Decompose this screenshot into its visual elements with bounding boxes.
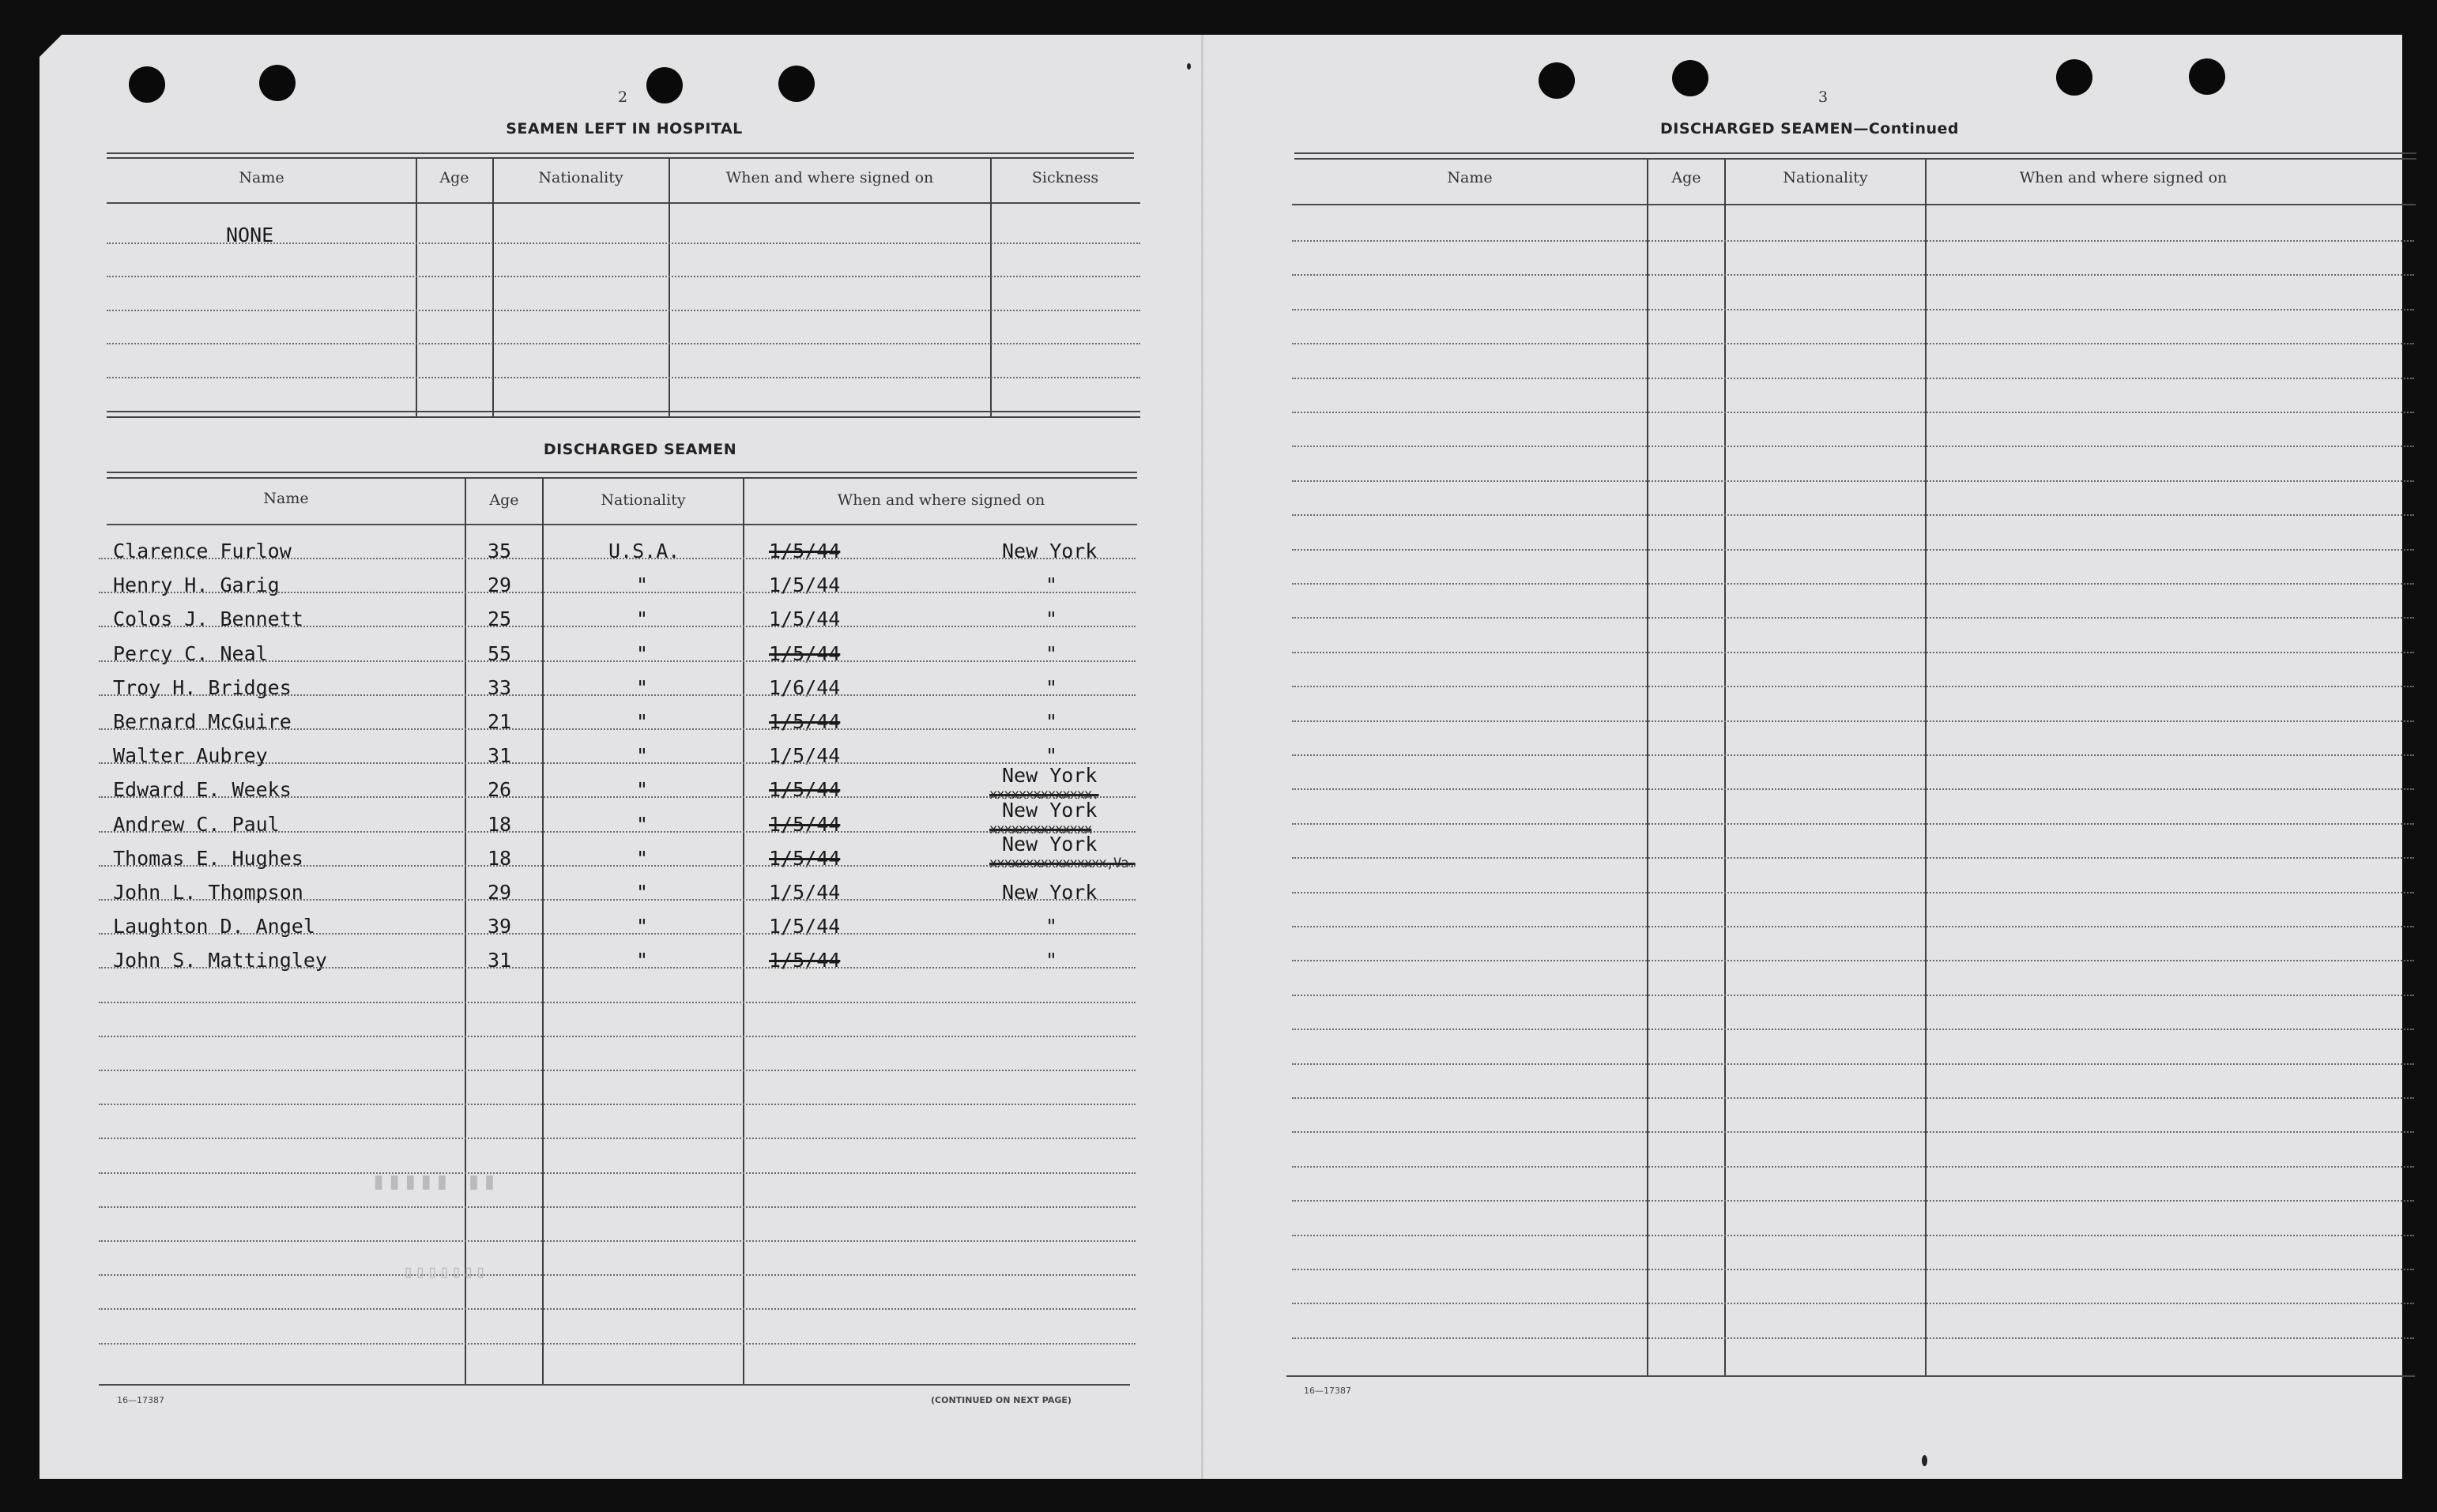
row-line [99,660,1136,662]
discharged-col-name: Name [263,490,309,507]
seaman-name: Edward E. Weeks [113,778,292,801]
signed-on-date: 1/5/44 [769,744,841,767]
seaman-name: Thomas E. Hughes [113,847,303,870]
row-line [107,276,1140,277]
seaman-age: 25 [488,607,512,630]
column-divider [743,478,744,1385]
signed-on-date: 1/6/44 [769,676,841,699]
row-line [1292,480,2414,482]
left-page [0,0,1201,1512]
continued-title-suffix: —Continued [1853,120,1959,137]
rule [1286,1375,2415,1377]
signed-on-date: 1/5/44 [769,574,841,596]
seaman-age: 39 [488,915,512,938]
row-line [1292,1269,2414,1270]
row-line [1292,1235,2414,1236]
seaman-name: Colos J. Bennett [113,607,303,630]
form-id: 16—17387 [1304,1386,1351,1396]
struck-out-place: xxxxxxxxxxxxxx. [989,787,1099,803]
row-line [99,694,1136,696]
row-line [1292,514,2414,516]
row-line [107,243,1140,244]
signed-on-place: New York [1002,799,1098,822]
seaman-name: Clarence Furlow [113,540,292,562]
faint-stamp: ▯▯▯▯▯▯▯ [403,1262,488,1282]
rule [1292,204,2416,205]
seaman-age: 26 [488,778,512,801]
seaman-name: John L. Thompson [113,881,303,904]
row-line [99,831,1136,833]
column-divider [1724,159,1726,1375]
signed-on-place: " [1045,676,1058,699]
column-divider [1925,159,1927,1375]
row-line [1292,857,2414,859]
row-line [1292,378,2414,379]
signed-on-date: 1/5/44 [769,710,841,733]
seaman-nationality: " [636,778,649,801]
rule [99,1384,1130,1386]
row-line [1292,343,2414,344]
signed-on-place: New York [1002,764,1098,787]
signed-on-date: 1/5/44 [769,915,841,938]
row-line [1292,240,2414,242]
seaman-age: 18 [488,847,512,870]
struck-out-place: xxxxxxxxxxxxxxxx,Va. [989,856,1136,871]
rule [1294,158,2416,160]
signed-on-date: 1/5/44 [769,949,841,972]
struck-out-place: xxxxxxxxxxxxxx [989,822,1092,837]
hospital-entry: NONE [226,224,274,246]
seaman-nationality: " [636,881,649,904]
seaman-nationality: " [636,847,649,870]
signed-on-place: " [1045,607,1058,630]
seaman-age: 29 [488,881,512,904]
signed-on-place: " [1045,574,1058,596]
continued-col-name: Name [1447,169,1493,186]
row-line [99,967,1136,969]
continued-col-signed-on: When and where signed on [2019,169,2228,186]
row-line [99,865,1136,867]
signed-on-place: New York [1002,833,1098,856]
row-line [99,1036,1136,1037]
rule [107,524,1137,525]
rule [107,411,1140,412]
faint-stamp: ▮▮▮▮▮ ▮▮ [371,1168,499,1195]
page-number: 3 [1818,88,1829,106]
row-line [1292,788,2414,790]
discharged-col-age: Age [489,491,519,509]
continued-title-main: DISCHARGED SEAMEN [1660,120,1854,137]
signed-on-date: 1/5/44 [769,813,841,836]
discharged-col-nationality: Nationality [601,491,686,509]
row-line [1292,892,2414,893]
page-number: 2 [618,88,628,106]
seaman-age: 31 [488,744,512,767]
continued-col-age: Age [1671,169,1701,186]
rule [107,157,1134,159]
row-line [1292,549,2414,551]
row-line [1292,1200,2414,1202]
row-line [1292,1063,2414,1065]
hospital-col-sickness: Sickness [1031,169,1099,186]
signed-on-date: 1/5/44 [769,642,841,665]
row-line [1292,1166,2414,1168]
hospital-col-name: Name [239,169,284,186]
row-line [107,377,1140,378]
seaman-nationality: " [636,607,649,630]
row-line [1292,652,2414,653]
signed-on-place: " [1045,710,1058,733]
row-line [1292,926,2414,927]
seaman-age: 55 [488,642,512,665]
row-line [99,762,1136,764]
seaman-name: John S. Mattingley [113,949,327,972]
row-line [99,933,1136,935]
row-line [99,1274,1136,1276]
seaman-nationality: " [636,642,649,665]
column-divider [542,478,544,1385]
signed-on-date: 1/5/44 [769,847,841,870]
discharged-col-signed-on: When and where signed on [837,491,1045,509]
row-line [1292,686,2414,687]
row-line [99,1104,1136,1105]
signed-on-place: " [1045,744,1058,767]
row-line [1292,309,2414,310]
hospital-col-age: Age [439,169,469,186]
signed-on-place: New York [1002,881,1098,904]
seaman-nationality: " [636,744,649,767]
row-line [99,1240,1136,1242]
seaman-name: Percy C. Neal [113,642,268,665]
column-divider [1647,159,1648,1375]
row-line [99,1343,1136,1345]
row-line [1292,1131,2414,1133]
discharged-section-title: DISCHARGED SEAMEN [543,441,737,458]
row-line [99,626,1136,627]
row-line [1292,446,2414,447]
row-line [1292,1029,2414,1030]
rule [107,152,1134,154]
row-line [99,728,1136,730]
row-line [99,899,1136,901]
row-line [1292,995,2414,996]
signed-on-date: 1/5/44 [769,881,841,904]
signed-on-date: 1/5/44 [769,607,841,630]
row-line [99,558,1136,559]
signed-on-place: " [1045,949,1058,972]
row-line [107,343,1140,344]
row-line [1292,823,2414,825]
row-line [1292,1303,2414,1304]
row-line [99,1172,1136,1174]
right-page [1201,0,2437,1512]
row-line [1292,274,2414,276]
seaman-age: 21 [488,710,512,733]
rule [107,416,1140,418]
signed-on-date: 1/5/44 [769,540,841,562]
seaman-age: 33 [488,676,512,699]
seaman-nationality: " [636,949,649,972]
seaman-age: 35 [488,540,512,562]
continued-note: (CONTINUED ON NEXT PAGE) [931,1395,1072,1405]
seaman-name: Laughton D. Angel [113,915,315,938]
row-line [1292,617,2414,619]
row-line [99,1308,1136,1310]
row-line [1292,754,2414,756]
seaman-nationality: U.S.A. [608,540,680,562]
row-line [99,1138,1136,1139]
seaman-name: Walter Aubrey [113,744,268,767]
row-line [107,310,1140,311]
continued-section-title [1612,120,2007,137]
row-line [1292,412,2414,413]
seaman-name: Troy H. Bridges [113,676,292,699]
rule [107,472,1137,473]
row-line [1292,960,2414,961]
rule [107,202,1140,204]
seaman-nationality: " [636,676,649,699]
form-id: 16—17387 [117,1395,164,1405]
row-line [99,796,1136,798]
signed-on-place: New York [1002,540,1098,562]
signed-on-place: " [1045,915,1058,938]
seaman-name: Bernard McGuire [113,710,292,733]
signed-on-place: " [1045,642,1058,665]
row-line [99,1070,1136,1071]
seaman-name: Henry H. Garig [113,574,280,596]
seaman-age: 29 [488,574,512,596]
row-line [1292,1097,2414,1099]
seaman-name: Andrew C. Paul [113,813,280,836]
hospital-section-title: SEAMEN LEFT IN HOSPITAL [506,120,743,137]
seaman-age: 18 [488,813,512,836]
row-line [1292,583,2414,585]
column-divider [465,478,466,1385]
seaman-nationality: " [636,574,649,596]
continued-col-nationality: Nationality [1783,169,1868,186]
rule [107,477,1137,479]
row-line [99,1206,1136,1208]
seaman-age: 31 [488,949,512,972]
seaman-nationality: " [636,710,649,733]
seaman-nationality: " [636,813,649,836]
row-line [99,592,1136,593]
row-line [99,1002,1136,1003]
rule [1294,152,2416,154]
row-line [1292,720,2414,722]
seaman-nationality: " [636,915,649,938]
row-line [1292,1337,2414,1339]
hospital-col-nationality: Nationality [538,169,623,186]
hospital-col-signed-on: When and where signed on [725,169,934,186]
signed-on-date: 1/5/44 [769,778,841,801]
